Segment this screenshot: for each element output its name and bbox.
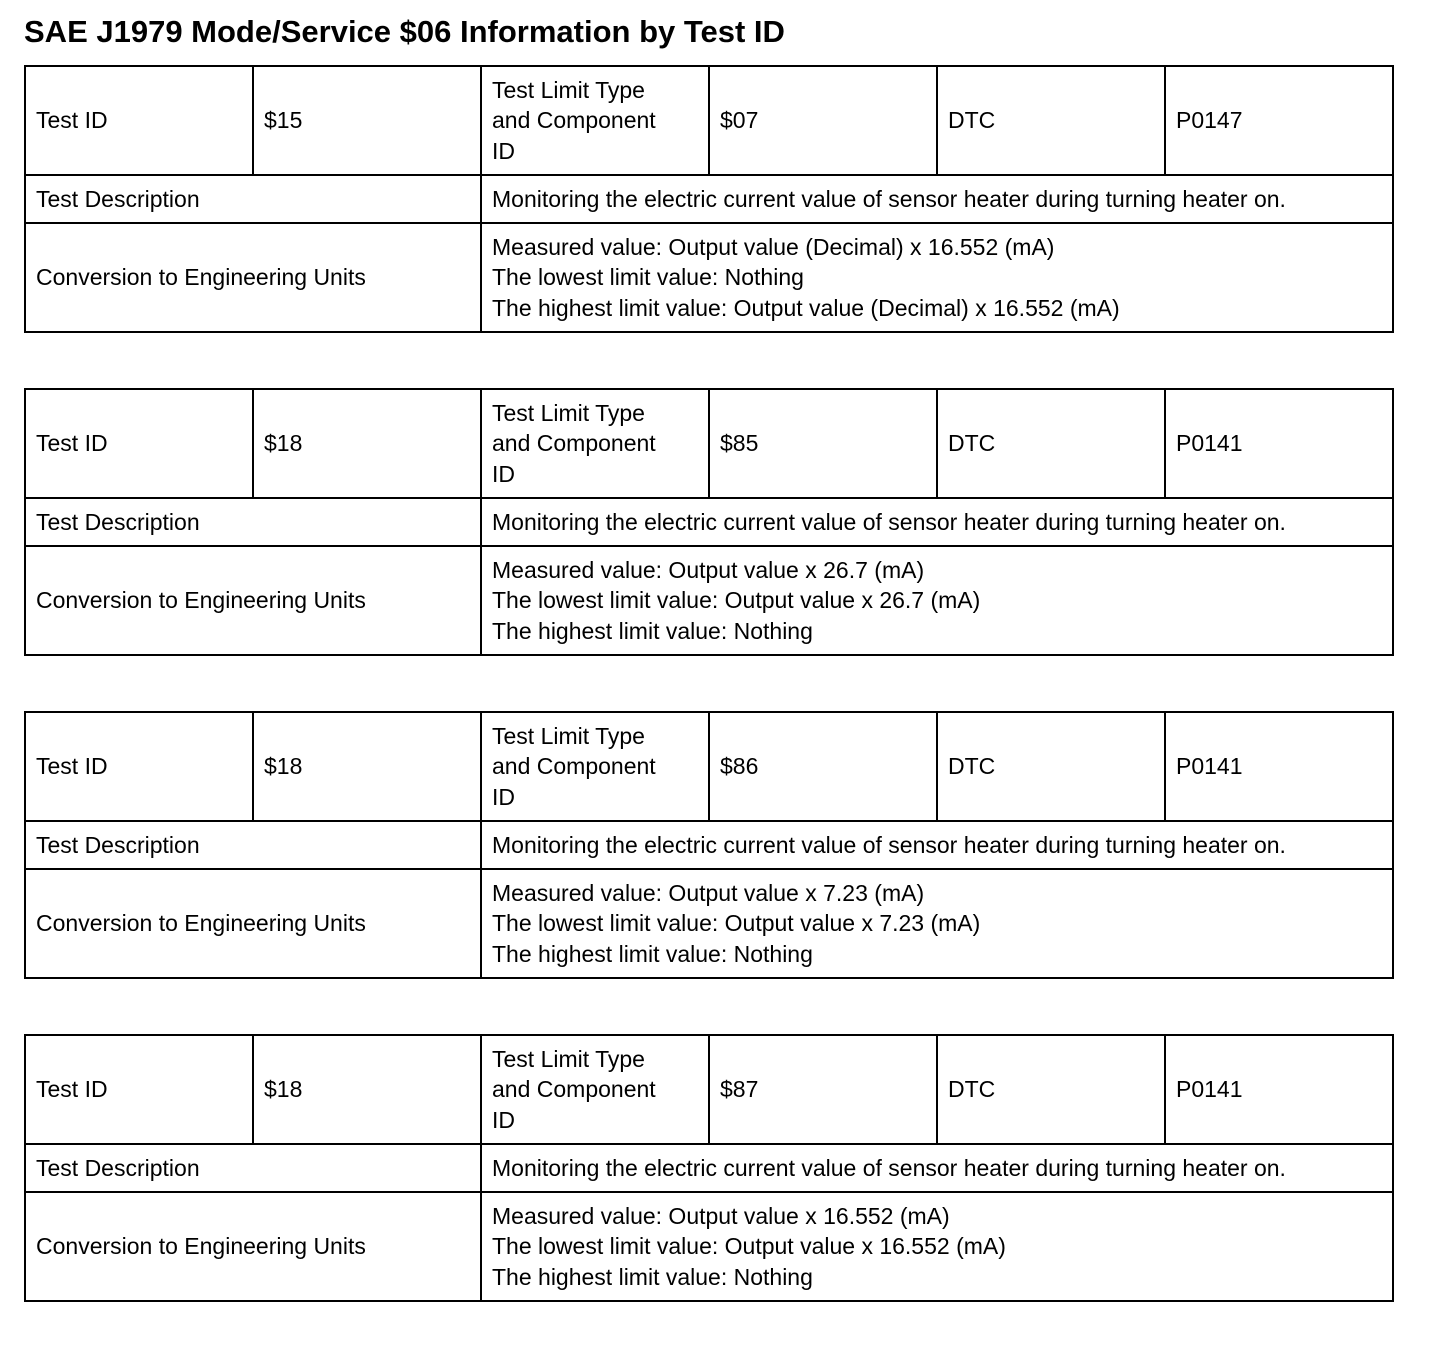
dtc-label: DTC [937, 712, 1165, 821]
limit-type-label: Test Limit Type and Component ID [481, 1035, 709, 1144]
limit-type-label: Test Limit Type and Component ID [481, 712, 709, 821]
table-row-description [25, 821, 1393, 869]
table-row-conversion [25, 223, 1393, 332]
limit-type-value: $85 [709, 389, 937, 498]
test-description-value: Monitoring the electric current value of sensor heater during turning heater on. [481, 821, 1393, 869]
test-description-label: Test Description [25, 821, 481, 869]
table-row-description [25, 498, 1393, 546]
page-title: SAE J1979 Mode/Service $06 Information by Test ID [24, 14, 785, 49]
conversion-label: Conversion to Engineering Units [25, 869, 481, 978]
test-id-table [24, 388, 1394, 656]
dtc-label: DTC [937, 1035, 1165, 1144]
limit-type-value: $87 [709, 1035, 937, 1144]
test-id-tables [24, 65, 1394, 1357]
test-id-label: Test ID [25, 66, 253, 175]
conversion-value [481, 223, 1393, 332]
table-row-header [25, 66, 1393, 175]
test-description-value: Monitoring the electric current value of sensor heater during turning heater on. [481, 1144, 1393, 1192]
test-description-label: Test Description [25, 1144, 481, 1192]
conversion-label: Conversion to Engineering Units [25, 223, 481, 332]
test-description-value: Monitoring the electric current value of sensor heater during turning heater on. [481, 498, 1393, 546]
dtc-value: P0141 [1165, 712, 1393, 821]
highest-limit-line: The highest limit value: Nothing [492, 940, 813, 967]
lowest-limit-line: The lowest limit value: Output value x 26.7 (mA) [492, 587, 981, 614]
conversion-value [481, 869, 1393, 978]
dtc-value: P0147 [1165, 66, 1393, 175]
test-id-value: $18 [253, 712, 481, 821]
table-row-conversion [25, 1192, 1393, 1301]
conversion-label: Conversion to Engineering Units [25, 546, 481, 655]
measured-value-line: Measured value: Output value x 16.552 (mA) [492, 1202, 950, 1229]
test-id-table [24, 65, 1394, 333]
table-row-conversion [25, 546, 1393, 655]
test-id-label: Test ID [25, 712, 253, 821]
conversion-value [481, 1192, 1393, 1301]
limit-type-label: Test Limit Type and Component ID [481, 66, 709, 175]
dtc-label: DTC [937, 66, 1165, 175]
measured-value-line: Measured value: Output value x 26.7 (mA) [492, 556, 925, 583]
limit-type-value: $86 [709, 712, 937, 821]
table-row-conversion [25, 869, 1393, 978]
test-id-value: $18 [253, 389, 481, 498]
measured-value-line: Measured value: Output value x 7.23 (mA) [492, 879, 925, 906]
test-id-table [24, 711, 1394, 979]
conversion-value [481, 546, 1393, 655]
test-id-table [24, 1034, 1394, 1302]
test-id-label: Test ID [25, 389, 253, 498]
highest-limit-line: The highest limit value: Output value (Decimal) x 16.552 (mA) [492, 294, 1120, 321]
lowest-limit-line: The lowest limit value: Output value x 7.23 (mA) [492, 910, 981, 937]
table-row-description [25, 1144, 1393, 1192]
lowest-limit-line: The lowest limit value: Nothing [492, 264, 804, 291]
table-row-header [25, 1035, 1393, 1144]
test-id-value: $15 [253, 66, 481, 175]
highest-limit-line: The highest limit value: Nothing [492, 1263, 813, 1290]
table-row-header [25, 712, 1393, 821]
table-row-header [25, 389, 1393, 498]
conversion-label: Conversion to Engineering Units [25, 1192, 481, 1301]
test-id-value: $18 [253, 1035, 481, 1144]
test-description-label: Test Description [25, 175, 481, 223]
dtc-label: DTC [937, 389, 1165, 498]
limit-type-value: $07 [709, 66, 937, 175]
table-row-description [25, 175, 1393, 223]
test-id-label: Test ID [25, 1035, 253, 1144]
measured-value-line: Measured value: Output value (Decimal) x 16.552 (mA) [492, 233, 1055, 260]
lowest-limit-line: The lowest limit value: Output value x 16.552 (mA) [492, 1233, 1006, 1260]
limit-type-label: Test Limit Type and Component ID [481, 389, 709, 498]
test-description-label: Test Description [25, 498, 481, 546]
dtc-value: P0141 [1165, 1035, 1393, 1144]
highest-limit-line: The highest limit value: Nothing [492, 617, 813, 644]
test-description-value: Monitoring the electric current value of sensor heater during turning heater on. [481, 175, 1393, 223]
dtc-value: P0141 [1165, 389, 1393, 498]
